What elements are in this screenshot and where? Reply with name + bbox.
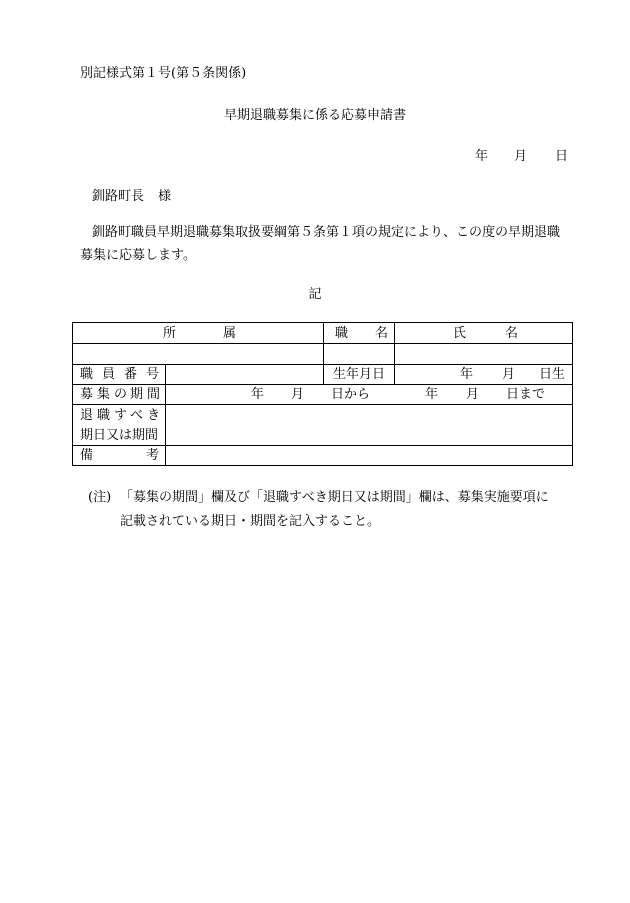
- period-from-month: 月: [291, 387, 305, 402]
- birth-year-label: 年: [460, 367, 474, 382]
- ki-heading: 記: [308, 287, 322, 302]
- affiliation-label-2: 属: [223, 326, 237, 341]
- recruitment-period-label-2: 集: [97, 387, 111, 402]
- birthdate-label: 生年月日: [333, 367, 386, 382]
- affiliation-label-1: 所: [163, 326, 177, 341]
- addressee-name: 釧路町長: [92, 189, 145, 204]
- remarks-label-1: 備: [80, 448, 94, 463]
- employee-number-label-2: 員: [102, 367, 116, 382]
- retirement-label-5: き: [147, 408, 161, 423]
- table-rule: [394, 364, 395, 384]
- note-marker: (注): [88, 490, 112, 505]
- name-label-1: 氏: [453, 326, 467, 341]
- retirement-label-line-2: 期日又は期間: [80, 428, 159, 443]
- retirement-label-2: 職: [97, 408, 111, 423]
- retirement-label-3: す: [114, 408, 128, 423]
- body-text-line-1: 釧路町職員早期退職募集取扱要綱第５条第１項の規定により、この度の早期退職: [92, 225, 561, 240]
- form-number: 別記様式第１号(第５条関係): [80, 66, 247, 81]
- table-rule: [73, 384, 572, 385]
- employee-number-label-1: 職: [80, 367, 94, 382]
- document-title: 早期退職募集に係る応募申請書: [223, 108, 406, 123]
- retirement-label-4: べ: [130, 408, 144, 423]
- date-month-label: 月: [514, 149, 528, 164]
- period-to-year: 年: [425, 387, 439, 402]
- recruitment-period-label-3: の: [114, 387, 128, 402]
- note-line-1: 「募集の期間」欄及び「退職すべき期日又は期間」欄は、募集実施要項に: [120, 490, 549, 505]
- date-day-label: 日: [555, 149, 569, 164]
- table-rule: [73, 404, 572, 405]
- period-to-day: 日まで: [506, 387, 546, 402]
- table-rule: [73, 445, 572, 446]
- birth-day-suffix: 日生: [539, 367, 566, 382]
- employee-number-label-4: 号: [146, 367, 160, 382]
- name-label-2: 名: [505, 326, 519, 341]
- recruitment-period-label-5: 間: [147, 387, 161, 402]
- position-label-2: 名: [375, 326, 389, 341]
- table-rule: [323, 364, 324, 384]
- body-text-line-2: 募集に応募します。: [80, 248, 196, 263]
- recruitment-period-label-1: 募: [80, 387, 94, 402]
- table-rule: [165, 364, 166, 465]
- date-year-label: 年: [475, 149, 489, 164]
- position-label-1: 職: [335, 326, 349, 341]
- note-line-2: 記載されている期日・期間を記入すること。: [120, 514, 381, 529]
- period-to-month: 月: [466, 387, 480, 402]
- recruitment-period-label-4: 期: [130, 387, 144, 402]
- remarks-label-2: 考: [146, 448, 160, 463]
- retirement-label-1: 退: [80, 408, 94, 423]
- addressee-honorific: 様: [158, 189, 172, 204]
- application-form-table: [72, 322, 573, 466]
- period-from-day: 日から: [331, 387, 371, 402]
- birth-month-label: 月: [502, 367, 516, 382]
- employee-number-label-3: 番: [124, 367, 138, 382]
- period-from-year: 年: [251, 387, 265, 402]
